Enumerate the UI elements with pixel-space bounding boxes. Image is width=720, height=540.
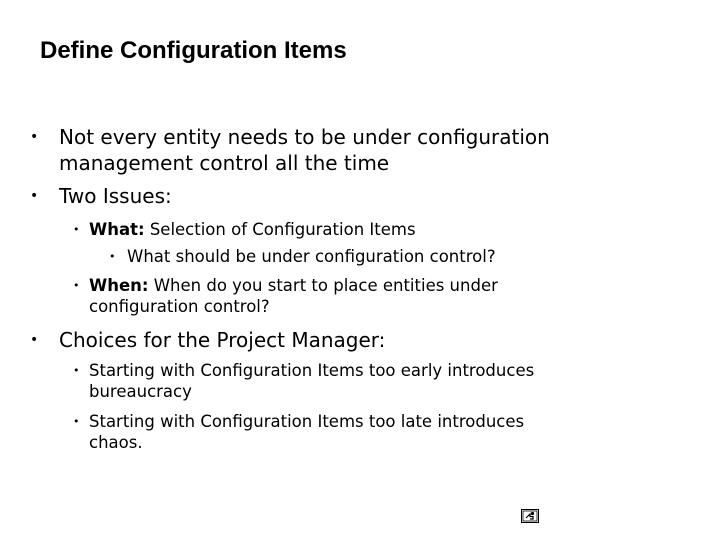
bullet-text-line2: bureaucracy	[89, 382, 192, 401]
bullet-body: Selection of Configuration Items	[144, 220, 416, 239]
bullet-text: What should be under configuration control?	[127, 247, 496, 266]
bullet-marker: •	[73, 223, 80, 236]
bullet-marker: •	[30, 129, 39, 145]
bullet-marker: •	[73, 415, 80, 428]
bullet-what	[73, 219, 416, 240]
bullet-marker: •	[109, 250, 116, 263]
bullet-marker: •	[73, 279, 80, 292]
bullet-when	[73, 275, 498, 317]
bullet-label: When:	[89, 276, 149, 295]
bullet-too-early	[73, 360, 534, 402]
slide-link-icon[interactable]	[521, 508, 539, 522]
bullet-marker: •	[30, 188, 39, 204]
bullet-marker: •	[73, 364, 80, 377]
slide-link-icon-svg	[521, 509, 539, 523]
bullet-what-should	[109, 246, 496, 267]
bullet-not-every-entity	[30, 124, 550, 176]
bullet-text: Choices for the Project Manager:	[59, 328, 386, 352]
slide-title: Define Configuration Items	[40, 37, 347, 64]
bullet-text-line2: management control all the time	[59, 151, 390, 175]
bullet-choices	[30, 327, 385, 353]
bullet-text: Two Issues:	[59, 184, 172, 208]
bullet-marker: •	[30, 332, 39, 348]
bullet-text-line2: chaos.	[89, 433, 143, 452]
bullet-text-line1: Starting with Configuration Items too late introduces	[89, 412, 525, 431]
bullet-text	[89, 219, 416, 240]
bullet-too-late	[73, 411, 524, 453]
bullet-two-issues	[30, 183, 172, 209]
bullet-label: What:	[89, 220, 145, 239]
bullet-body: When do you start to place entities under	[148, 276, 498, 295]
bullet-text-line2: configuration control?	[89, 297, 270, 316]
bullet-text-line1	[89, 275, 498, 296]
bullet-text-line1: Not every entity needs to be under configuration	[59, 125, 550, 149]
bullet-text-line1: Starting with Configuration Items too early introduces	[89, 361, 535, 380]
